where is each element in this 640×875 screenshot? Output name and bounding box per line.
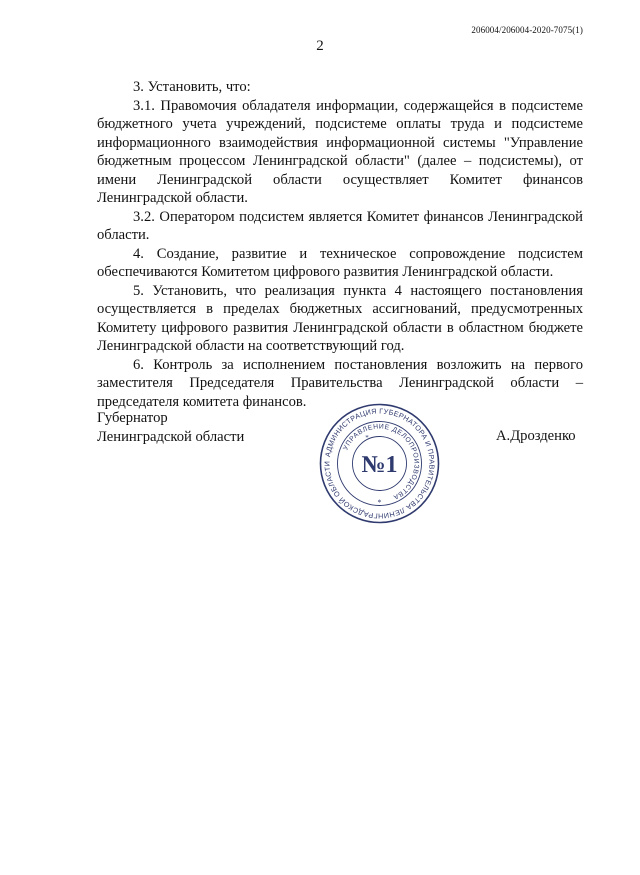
paragraph-5: 5. Установить, что реализация пункта 4 настоящего постановления осуществляется в пределах бюджетных ассигнований, предусмотренных Комитету цифрового развития Ленинградской области в областном бюджете Ленинградской области на соответствующий год.	[97, 282, 583, 354]
seal-inner-text: УПРАВЛЕНИЕ ДЕЛОПРОИЗВОДСТВА	[342, 423, 420, 501]
seal-number: №1	[361, 452, 398, 478]
paragraph-4: 4. Создание, развитие и техническое сопровождение подсистем обеспечиваются Комитетом цифрового развития Ленинградской области.	[97, 245, 583, 280]
document-body	[97, 78, 583, 411]
signatory-title-line2: Ленинградской области	[97, 429, 245, 445]
official-seal-stamp	[318, 402, 441, 525]
document-code: 206004/206004-2020-7075(1)	[471, 25, 583, 35]
signatory-name: А.Дрозденко	[496, 428, 576, 444]
page-number: 2	[316, 38, 324, 54]
signatory-title-line1: Губернатор	[97, 410, 168, 426]
paragraph-3: 3. Установить, что:	[133, 79, 251, 95]
paragraph-3-1: 3.1. Правомочия обладателя информации, содержащейся в подсистеме бюджетного учета учреждений, подсистеме оплаты труда и подсистеме информационного взаимодействия информационной системы "Управление бюджетным процессом Ленинградской области" (далее – подсистемы), от имени Ленинградской области осуществляет Комитет финансов Ленинградской области.	[97, 97, 583, 206]
signatory-title	[97, 409, 244, 447]
seal-star-top: *	[365, 434, 369, 442]
paragraph-3-2: 3.2. Оператором подсистем является Комитет финансов Ленинградской области.	[97, 208, 583, 243]
paragraph-6: 6. Контроль за исполнением постановления возложить на первого заместителя Председателя Правительства Ленинградской области – председателя комитета финансов.	[97, 356, 583, 410]
seal-star-bottom: *	[377, 498, 382, 507]
seal-outer-text: АДМИНИСТРАЦИЯ ГУБЕРНАТОРА И ПРАВИТЕЛЬСТВА ЛЕНИНГРАДСКОЙ ОБЛАСТИ	[322, 406, 437, 521]
